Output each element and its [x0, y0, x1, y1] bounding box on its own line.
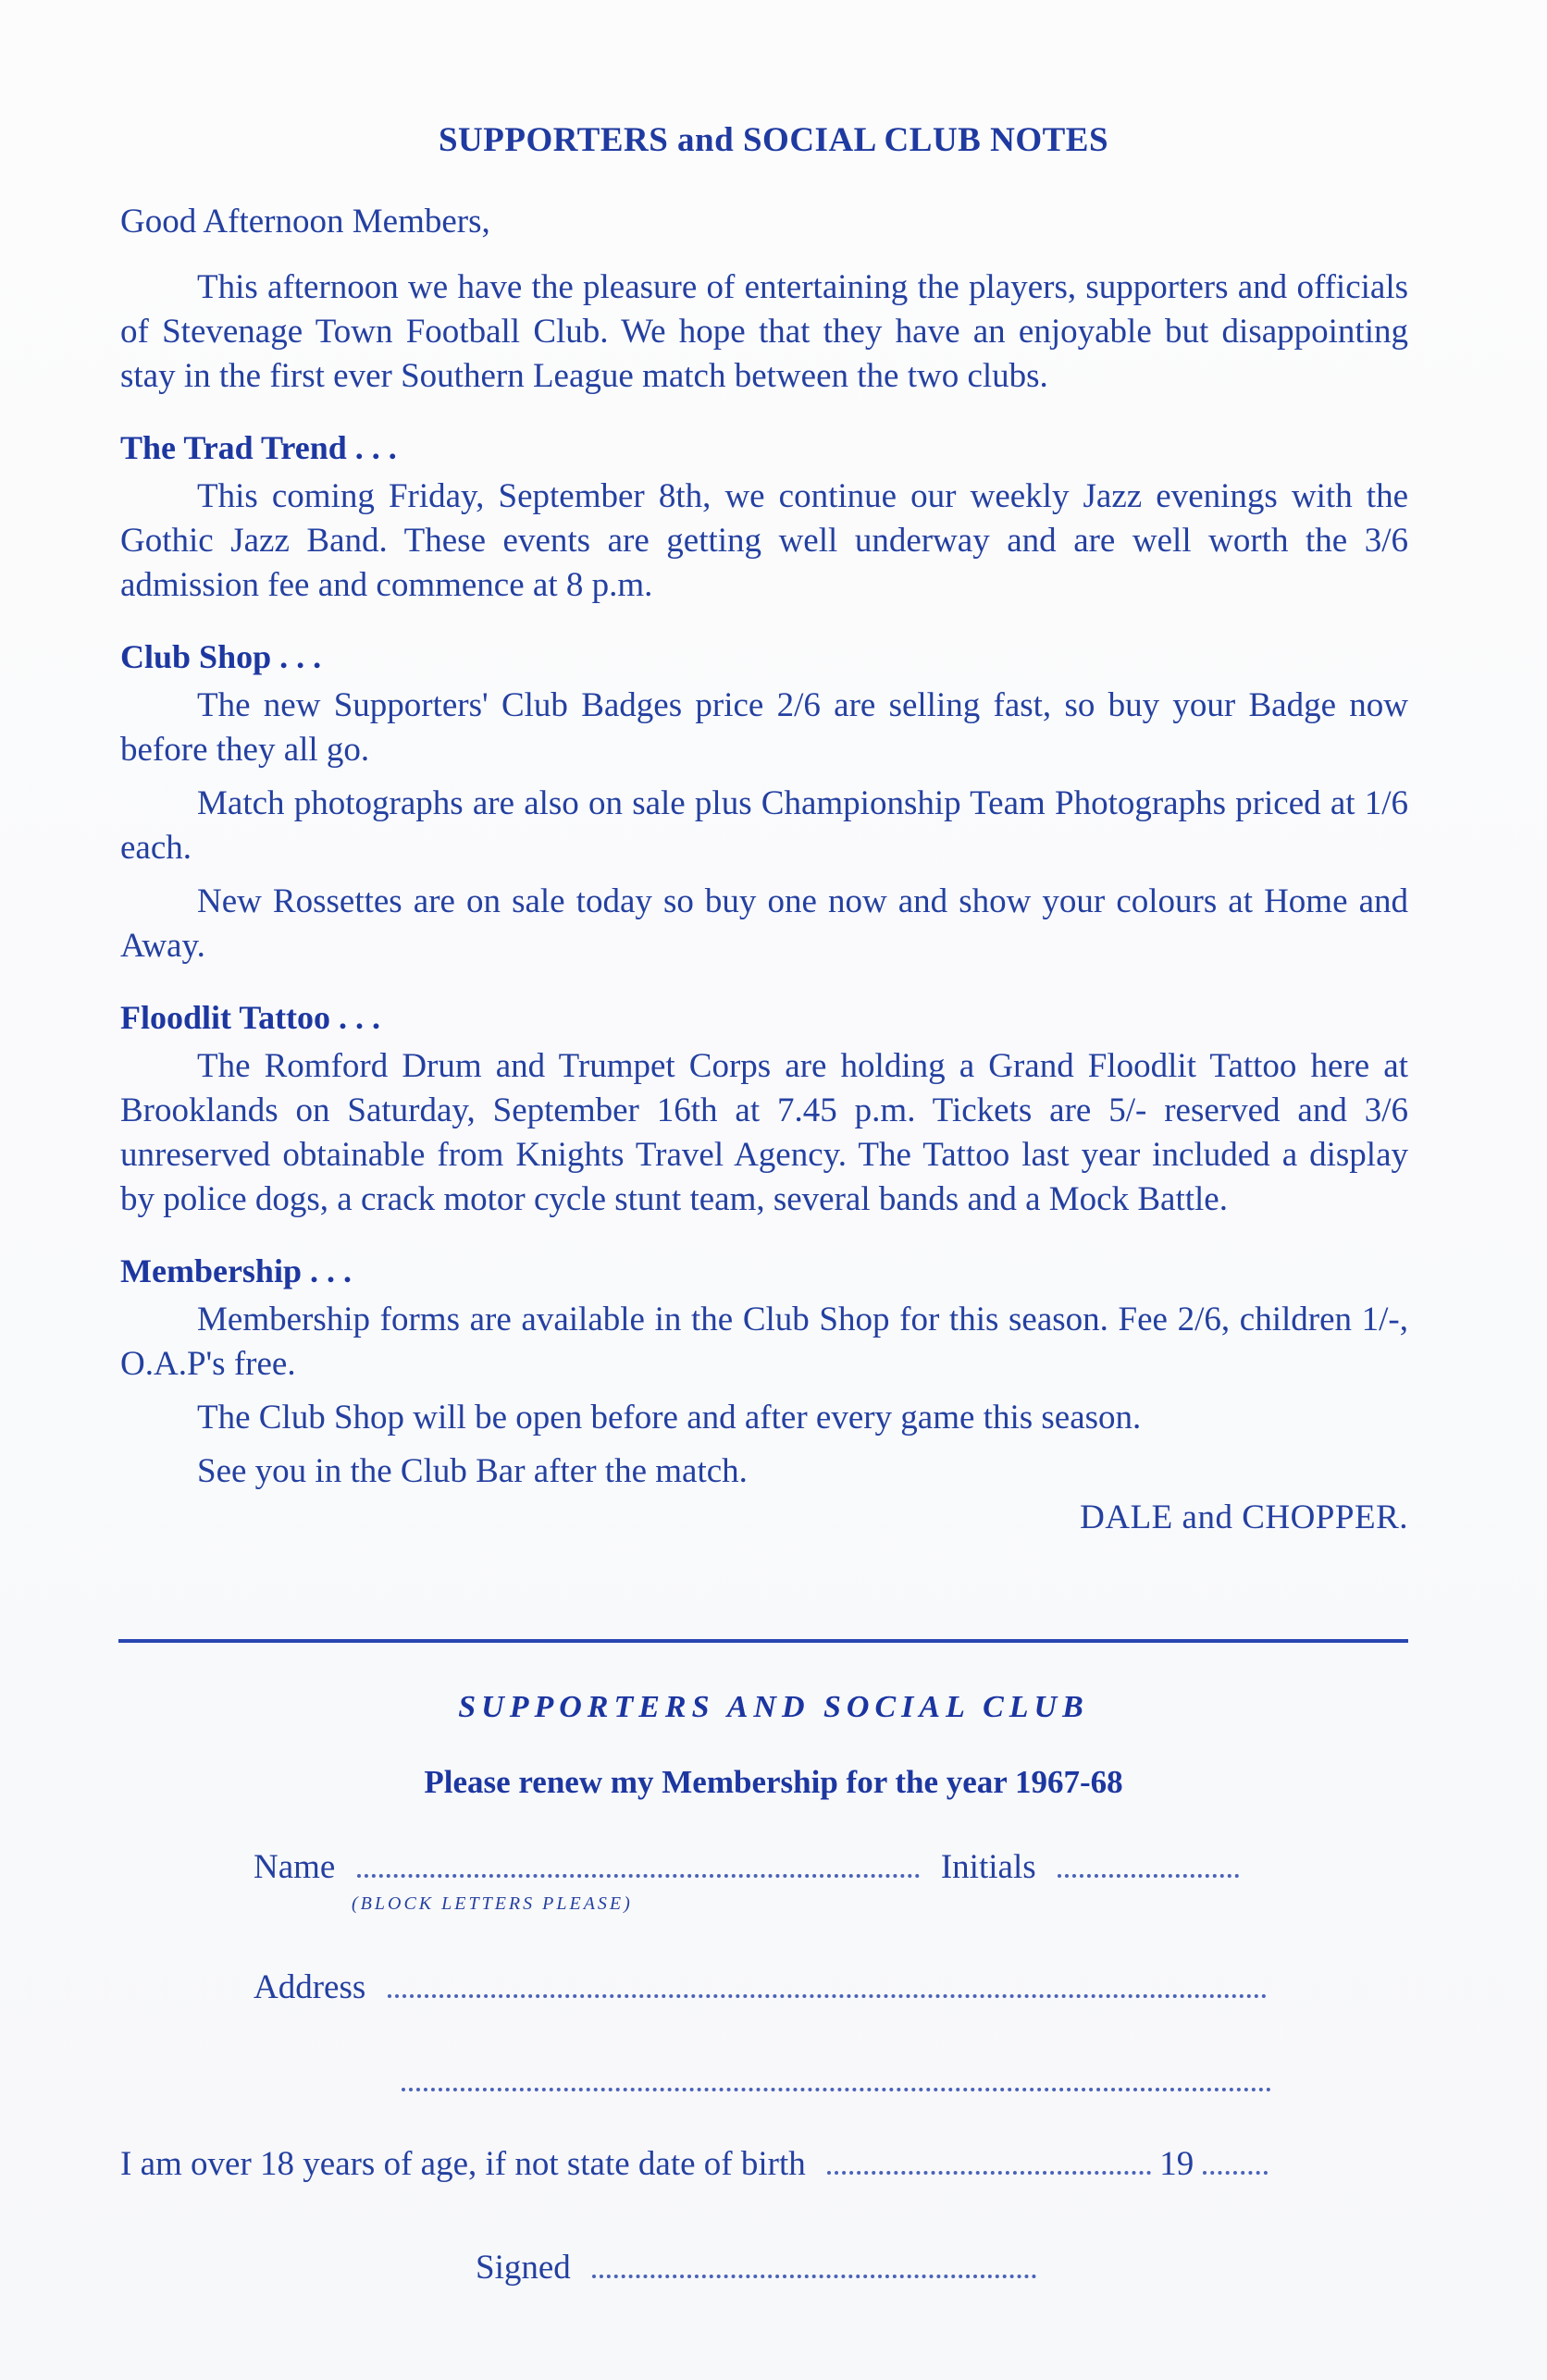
membership-heading: Membership . . .: [120, 1252, 352, 1289]
form-title: SUPPORTERS AND SOCIAL CLUB: [458, 1690, 1089, 1724]
divider-rule: [118, 1639, 1408, 1643]
signed-label: Signed: [476, 2249, 571, 2287]
age-statement: I am over 18 years of age, if not state date of birth: [120, 2145, 806, 2183]
club-shop-heading: Club Shop . . .: [120, 638, 322, 675]
intro-paragraph: This afternoon we have the pleasure of entertaining the players, supporters and officials of Stevenage Town Football Club. We hope that they have an enjoyable but disappointing stay in the first ever Southern League match between the two clubs.: [120, 268, 1408, 395]
club-shop-paragraph-2: Match photographs are also on sale plus Championship Team Photographs priced at 1/6 each.: [120, 784, 1408, 867]
address-row: [254, 1967, 1267, 2007]
membership-paragraph-1: Membership forms are available in the Club Shop for this season. Fee 2/6, children 1/-, O.A.P's free.: [120, 1301, 1408, 1383]
notes-title: SUPPORTERS and SOCIAL CLUB NOTES: [438, 121, 1109, 159]
initials-label: Initials: [940, 1848, 1036, 1886]
birth-date-field[interactable]: [827, 2145, 1151, 2175]
name-label: Name: [254, 1848, 336, 1886]
age-row: [120, 2144, 1268, 2184]
trad-trend-heading: The Trad Trend . . .: [120, 429, 397, 466]
signoff: DALE and CHOPPER.: [1080, 1498, 1408, 1536]
block-letters-note: (BLOCK LETTERS PLEASE): [352, 1893, 633, 1914]
renew-heading: Please renew my Membership for the year 1967-68: [424, 1764, 1123, 1800]
signed-row: [476, 2248, 1036, 2288]
membership-paragraph-3: See you in the Club Bar after the match.: [197, 1452, 748, 1490]
address-field-line-2[interactable]: [402, 2062, 1271, 2091]
club-shop-paragraph-3: New Rossettes are on sale today so buy one now and show your colours at Home and Away.: [120, 882, 1408, 965]
year-prefix: 19: [1159, 2145, 1194, 2183]
floodlit-tattoo-paragraph: The Romford Drum and Trumpet Corps are holding a Grand Floodlit Tattoo here at Brooklands on Saturday, September 16th at 7.45 p.m. Tickets are 5/- reserved and 3/6 unreserved obtainable from Knights Travel Agency. The Tattoo last year included a display by police dogs, a crack motor cycle stunt team, several bands and a Mock Battle.: [120, 1047, 1408, 1218]
address-field-line-1[interactable]: [388, 1968, 1267, 1998]
signature-field[interactable]: [592, 2249, 1036, 2278]
trad-trend-paragraph: This coming Friday, September 8th, we continue our weekly Jazz evenings with the Gothic Jazz Band. These events are getting well underway and are well worth the 3/6 admission fee and commence at 8 p.m.: [120, 477, 1408, 604]
membership-paragraph-2: The Club Shop will be open before and after every game this season.: [197, 1399, 1142, 1437]
address-label: Address: [254, 1968, 366, 2006]
greeting: Good Afternoon Members,: [120, 203, 490, 240]
birth-year-field[interactable]: [1203, 2145, 1268, 2175]
initials-field[interactable]: [1058, 1848, 1239, 1878]
club-shop-paragraph-1: The new Supporters' Club Badges price 2/6 are selling fast, so buy your Badge now before they all go.: [120, 686, 1408, 769]
notes-column: [120, 202, 1408, 1540]
address-row-2: [402, 2061, 1271, 2101]
name-row: [254, 1847, 1239, 1887]
floodlit-tattoo-heading: Floodlit Tattoo . . .: [120, 999, 381, 1036]
name-field[interactable]: [357, 1848, 920, 1878]
